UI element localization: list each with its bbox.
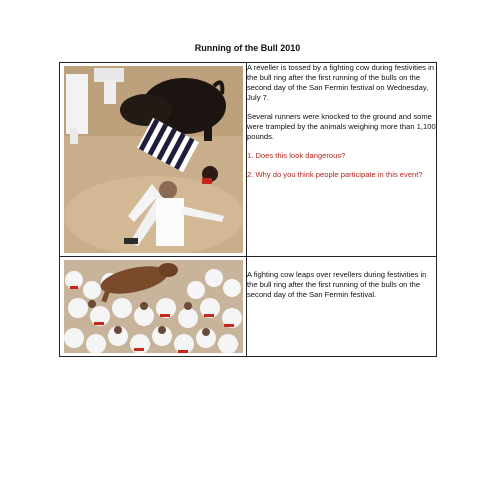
discussion-question: 2. Why do you think people participate in this event?	[247, 170, 423, 179]
content-table	[59, 62, 437, 357]
cow-leap-photo	[64, 260, 243, 353]
bull-toss-photo	[64, 66, 243, 253]
discussion-question: 1. Does this look dangerous?	[247, 151, 346, 160]
image-cell	[60, 257, 247, 357]
document-title: Running of the Bull 2010	[194, 43, 301, 53]
table-row	[60, 257, 437, 357]
image-cell	[60, 63, 247, 257]
table-row	[60, 63, 437, 257]
text-cell	[247, 63, 437, 257]
caption-paragraph: A reveller is tossed by a fighting cow during festivities in the bull ring after the first running of the bulls on the second day of the San Fermin festival on Wednesday, July 7.	[247, 63, 434, 102]
caption-paragraph: Several runners were knocked to the ground and some were trampled by the animals weighing more than 1,100 pounds.	[247, 112, 436, 141]
text-cell	[247, 257, 437, 357]
caption-paragraph: A fighting cow leaps over revellers during festivities in the bull ring after the first running of the bulls on the second day of the San Fermin festival.	[247, 270, 427, 299]
